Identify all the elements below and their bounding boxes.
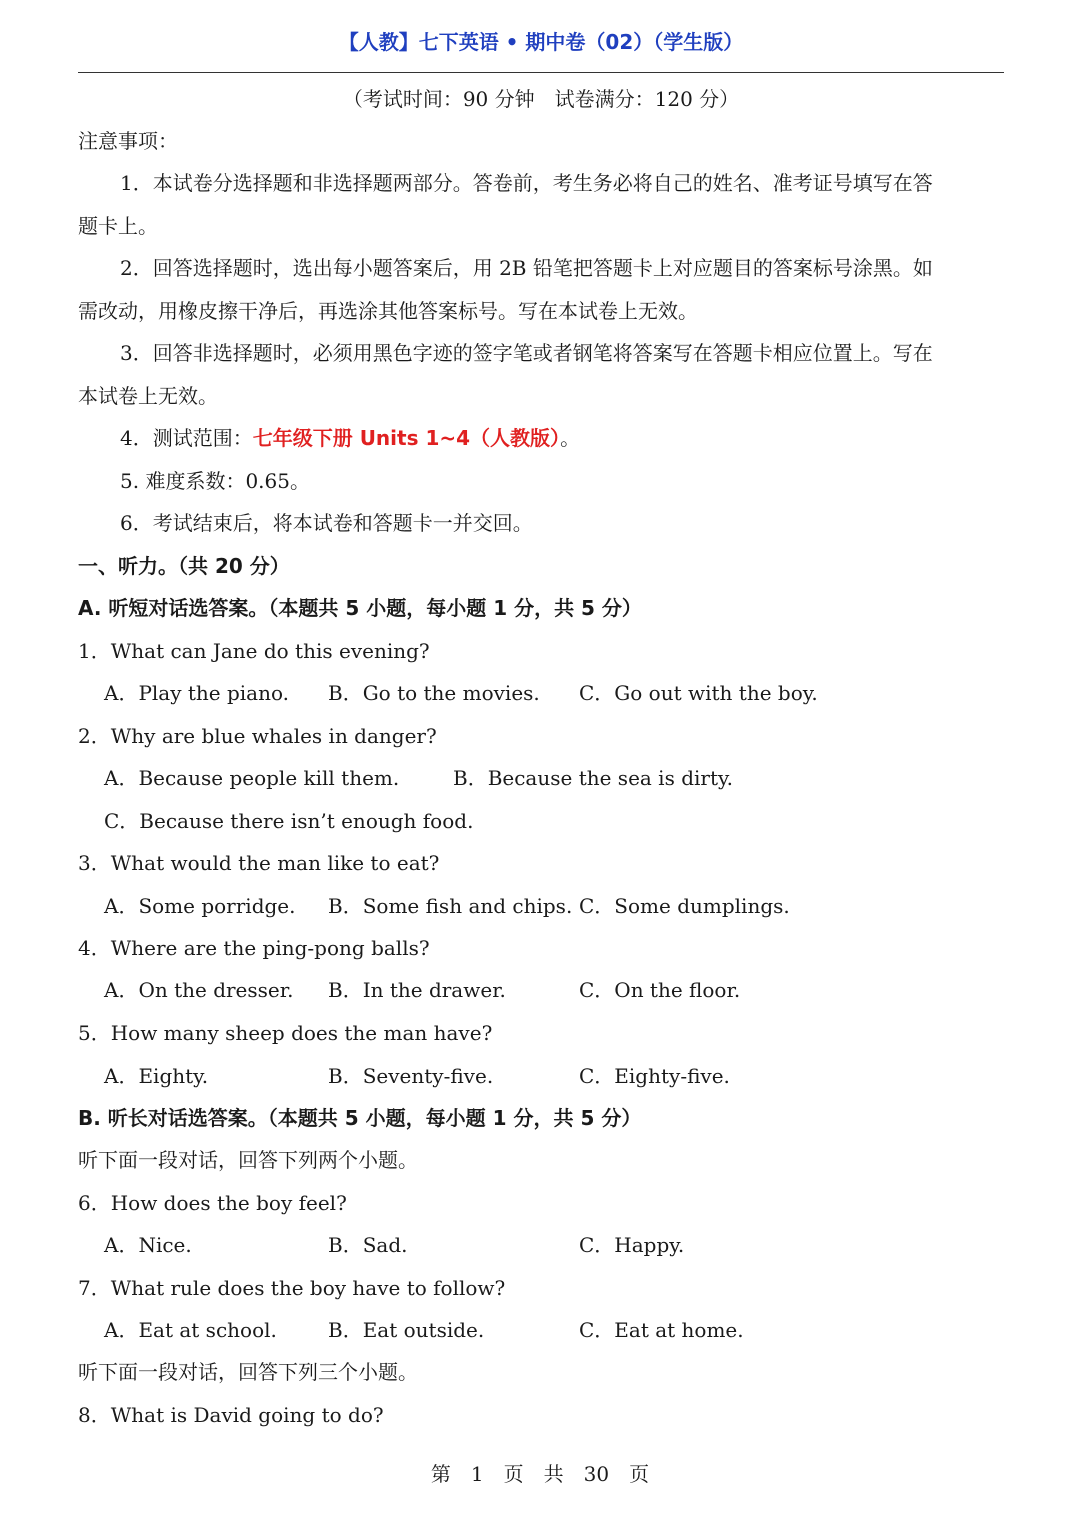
q7-option-c: C．Eat at home.: [579, 1318, 744, 1342]
q5-option-c: C．Eighty-five.: [579, 1064, 730, 1088]
q2-option-a: A．Because people kill them.: [104, 766, 400, 790]
test-scope-highlight: 七年级下册 Units 1~4（人教版）: [252, 426, 561, 450]
notice-item-3: 3．回答非选择题时，必须用黑色字迹的签字笔或者钢笔将答案写在答题卡相应位置上。写在: [120, 341, 933, 365]
section-listening-title: 一、听力。（共 20 分）: [78, 554, 290, 578]
part-b-intro-1: 听下面一段对话，回答下列两个小题。: [78, 1148, 418, 1172]
question-3: 3．What would the man like to eat?: [78, 851, 440, 875]
notice-item-1: 1．本试卷分选择题和非选择题两部分。答卷前，考生务必将自己的姓名、准考证号填写在答: [120, 171, 933, 195]
header-divider: [78, 72, 1004, 73]
question-5: 5．How many sheep does the man have?: [78, 1021, 493, 1045]
question-8: 8．What is David going to do?: [78, 1403, 384, 1427]
q3-option-c: C．Some dumplings.: [579, 894, 790, 918]
q3-option-a: A．Some porridge.: [104, 894, 296, 918]
part-b-intro-2: 听下面一段对话，回答下列三个小题。: [78, 1360, 418, 1384]
q6-option-c: C．Happy.: [579, 1233, 685, 1257]
notice-item-4: [120, 423, 580, 453]
question-4: 4．Where are the ping-pong balls?: [78, 936, 430, 960]
notice-item-3-cont: 本试卷上无效。: [78, 384, 218, 408]
notice-item-6: 6．考试结束后，将本试卷和答题卡一并交回。: [120, 511, 533, 535]
question-2: 2．Why are blue whales in danger?: [78, 724, 437, 748]
notice-item-2-cont: 需改动，用橡皮擦干净后，再选涂其他答案标号。写在本试卷上无效。: [78, 299, 698, 323]
notice-item-4-prefix: 4．测试范围：: [120, 426, 253, 450]
exam-info: （考试时间：90 分钟 试卷满分：120 分）: [342, 87, 740, 111]
q2-option-b: B．Because the sea is dirty.: [453, 766, 733, 790]
q7-option-a: A．Eat at school.: [104, 1318, 277, 1342]
q5-option-a: A．Eighty.: [104, 1064, 209, 1088]
q4-option-a: A．On the dresser.: [104, 978, 294, 1002]
notice-item-4-suffix: 。: [560, 426, 581, 450]
part-b-title: B. 听长对话选答案。（本题共 5 小题，每小题 1 分，共 5 分）: [78, 1106, 642, 1130]
question-6: 6．How does the boy feel?: [78, 1191, 347, 1215]
page-footer: 第 1 页 共 30 页: [430, 1462, 650, 1486]
document-header: 【人教】七下英语 • 期中卷（02）（学生版）: [338, 30, 744, 54]
notice-item-1-cont: 题卡上。: [78, 214, 158, 238]
q1-option-c: C．Go out with the boy.: [579, 681, 818, 705]
q4-option-b: B．In the drawer.: [328, 978, 506, 1002]
q5-option-b: B．Seventy-five.: [328, 1064, 494, 1088]
q1-option-a: A．Play the piano.: [104, 681, 290, 705]
q7-option-b: B．Eat outside.: [328, 1318, 485, 1342]
q6-option-a: A．Nice.: [104, 1233, 192, 1257]
q4-option-c: C．On the floor.: [579, 978, 741, 1002]
q2-option-c: C．Because there isn’t enough food.: [104, 809, 474, 833]
q1-option-b: B．Go to the movies.: [328, 681, 540, 705]
question-1: 1．What can Jane do this evening?: [78, 639, 430, 663]
part-a-title: A. 听短对话选答案。（本题共 5 小题，每小题 1 分，共 5 分）: [78, 596, 642, 620]
notice-item-2: 2．回答选择题时，选出每小题答案后，用 2B 铅笔把答题卡上对应题目的答案标号涂黑。如: [120, 256, 933, 280]
q3-option-b: B．Some fish and chips.: [328, 894, 573, 918]
question-7: 7．What rule does the boy have to follow?: [78, 1276, 506, 1300]
notice-heading: 注意事项：: [78, 129, 178, 153]
q6-option-b: B．Sad.: [328, 1233, 408, 1257]
notice-item-5: 5. 难度系数：0.65。: [120, 469, 310, 493]
